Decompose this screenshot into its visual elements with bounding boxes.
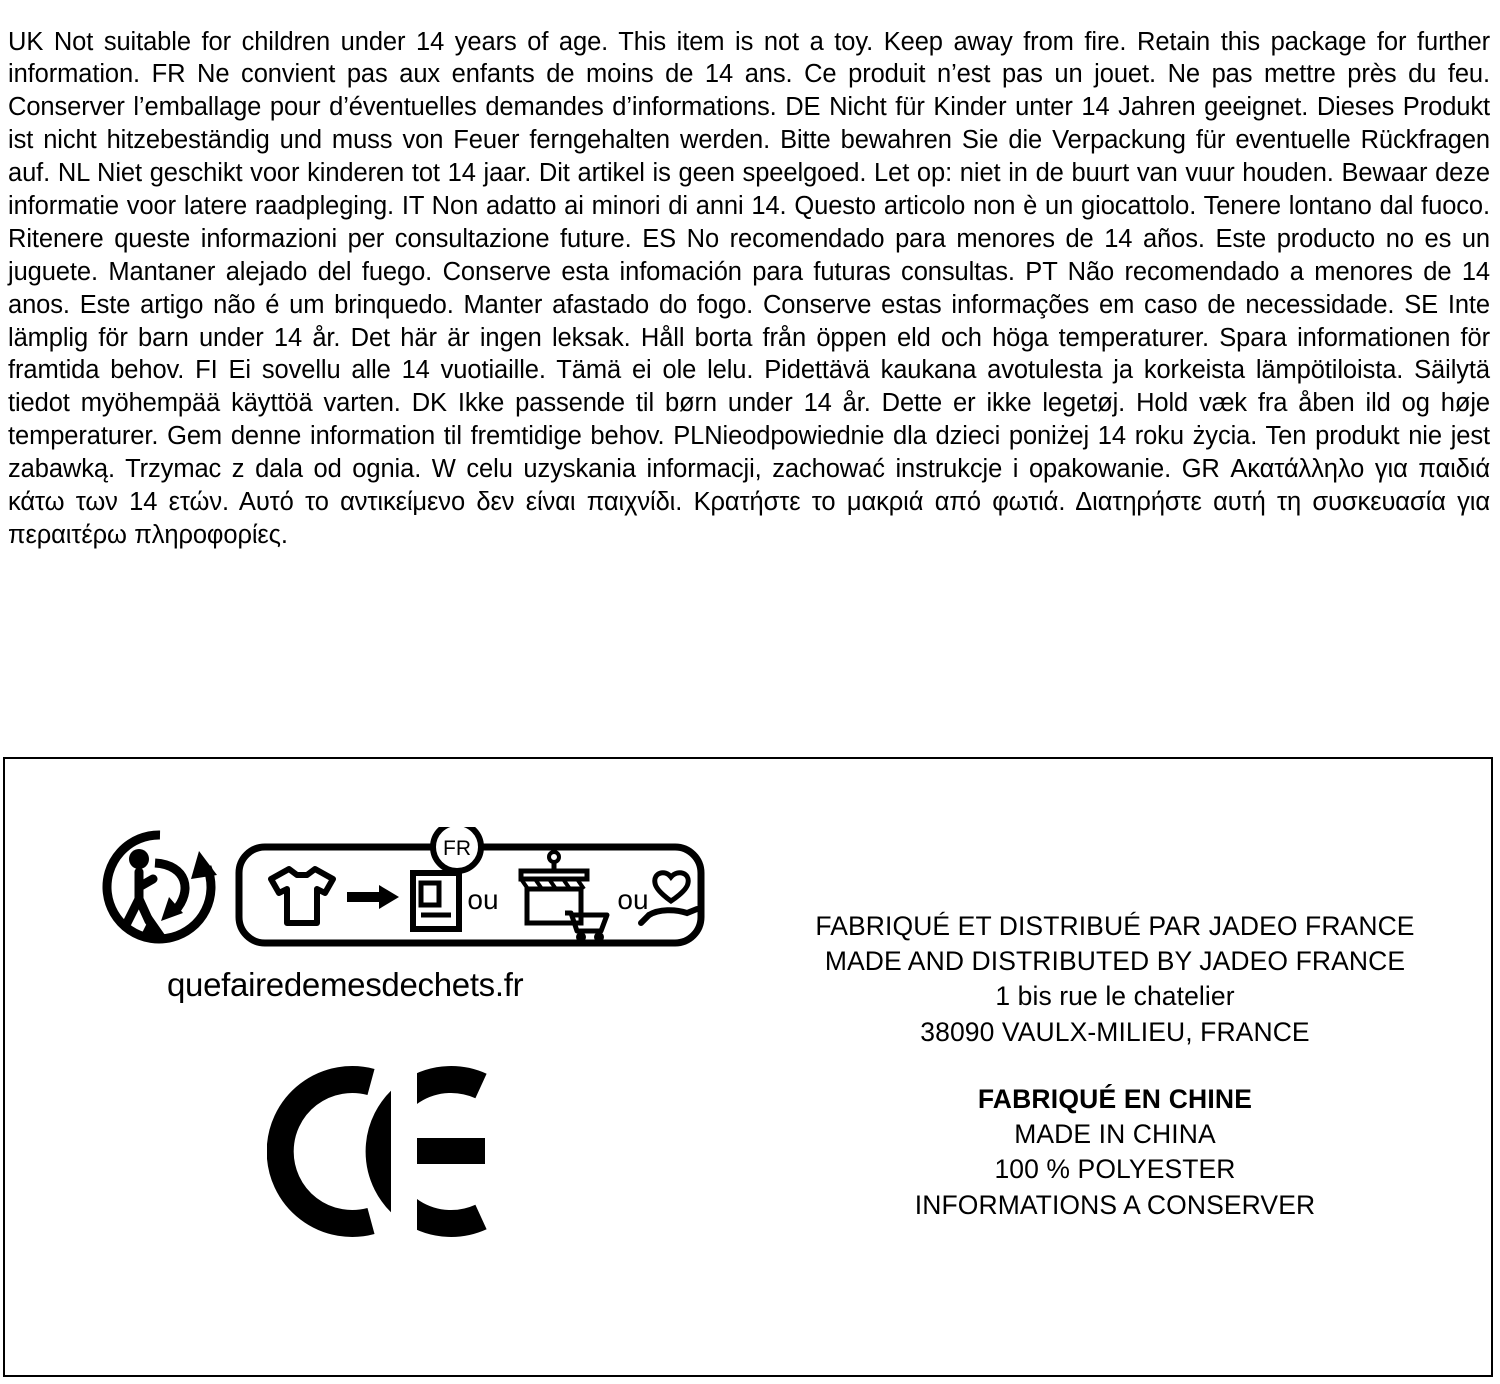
manufacturer-line-fr: FABRIQUÉ ET DISTRIBUÉ PAR JADEO FRANCE — [815, 911, 1415, 941]
recycling-website-caption: quefairedemesdechets.fr — [167, 966, 524, 1003]
spacer — [765, 1050, 1465, 1082]
keep-info-notice: INFORMATIONS A CONSERVER — [914, 1189, 1316, 1220]
recycling-label-group — [95, 827, 715, 1004]
warning-paragraph: UK Not suitable for children under 14 years of age. This item is not a toy. Keep away from fire. Retain this package for further information. FR Ne convient pas aux enfants de moins de 14 ans. Ce produit n’est pas un jouet. Ne pas mettre près du feu. Conserver l’emballage pour d’éventuelles demandes d’informations. DE Nicht für Kinder unter 14 Jahren geeignet. Dieses Produkt ist nicht hitzebeständig und muss von Feuer ferngehalten werden. Bitte bewahren Sie die Verpackung für eventuelle Rückfragen auf. NL Niet geschikt voor kinderen tot 14 jaar. Dit artikel is geen speelgoed. Let op: niet in de buurt van vuur houden. Bewaar deze informatie voor latere raadpleging. IT Non adatto ai minori di anni 14. Questo articolo non è un giocattolo. Tenere lontano dal fuoco. Ritenere queste informazioni per consultazione future. ES No recomendado para menores de 14 años. Este producto no es un juguete. Mantaner alejado del fuego. Conserve esta infomación para futuras consultas. PT Não recomendado a menores de 14 anos. Este artigo não é um brinquedo. Manter afastado do fogo. Conserve estas informações em caso de necessidade. SE Inte lämplig för barn under 14 år. Det här är ingen leksak. Håll borta från öppen eld och höga temperaturer. Spara informationen för framtida behov. FI Ei sovellu alle 14 vuotiaille. Tämä ei ole lelu. Pidettävä kaukana avotulesta ja korkeista lämpötiloista. Säilytä tiedot myöhempää käyttöä varten. DK Ikke passende til børn under 14 år. Dette er ikke legetøj. Hold væk fra åben ild og høje temperaturer. Gem denne information til fremtidige behov. PLNieodpowiednie dla dzieci poniżej 14 roku życia. Ten produkt nie jest zabawką. Trzymac z dala od ognia. W celu uzyskania informacji, zachować instrukcje i opakowanie. GR Ακατάλληλο για παιδιά κάτω των 14 ετών. Αυτό το αντικείμενο δεν είναι παιχνίδι. Κρατήστε το μακριά από φωτιά. Διατηρήστε αυτή τη συσκευασία για περαιτέρω πληροφορίες. — [8, 27, 1490, 549]
origin-line-en: MADE IN CHINA — [1014, 1119, 1216, 1150]
svg-text:ou: ou — [467, 884, 499, 915]
manufacturer-city: 38090 VAULX-MILIEU, FRANCE — [920, 1016, 1310, 1047]
triman-recycling-icon — [95, 827, 225, 952]
multilingual-warning-block — [8, 0, 1490, 577]
disposal-options-pictogram — [235, 827, 705, 952]
manufacturer-line-en: MADE AND DISTRIBUTED BY JADEO FRANCE — [824, 946, 1406, 977]
manufacturer-street: 1 bis rue le chatelier — [995, 981, 1235, 1012]
svg-text:ou: ou — [617, 884, 649, 915]
material-composition: 100 % POLYESTER — [994, 1154, 1236, 1185]
origin-line-fr: FABRIQUÉ EN CHINE — [977, 1083, 1253, 1114]
ce-mark-icon — [267, 1064, 497, 1244]
product-info-panel — [3, 757, 1493, 1377]
manufacturer-info-block — [765, 909, 1465, 1223]
svg-text:FR: FR — [443, 837, 471, 860]
